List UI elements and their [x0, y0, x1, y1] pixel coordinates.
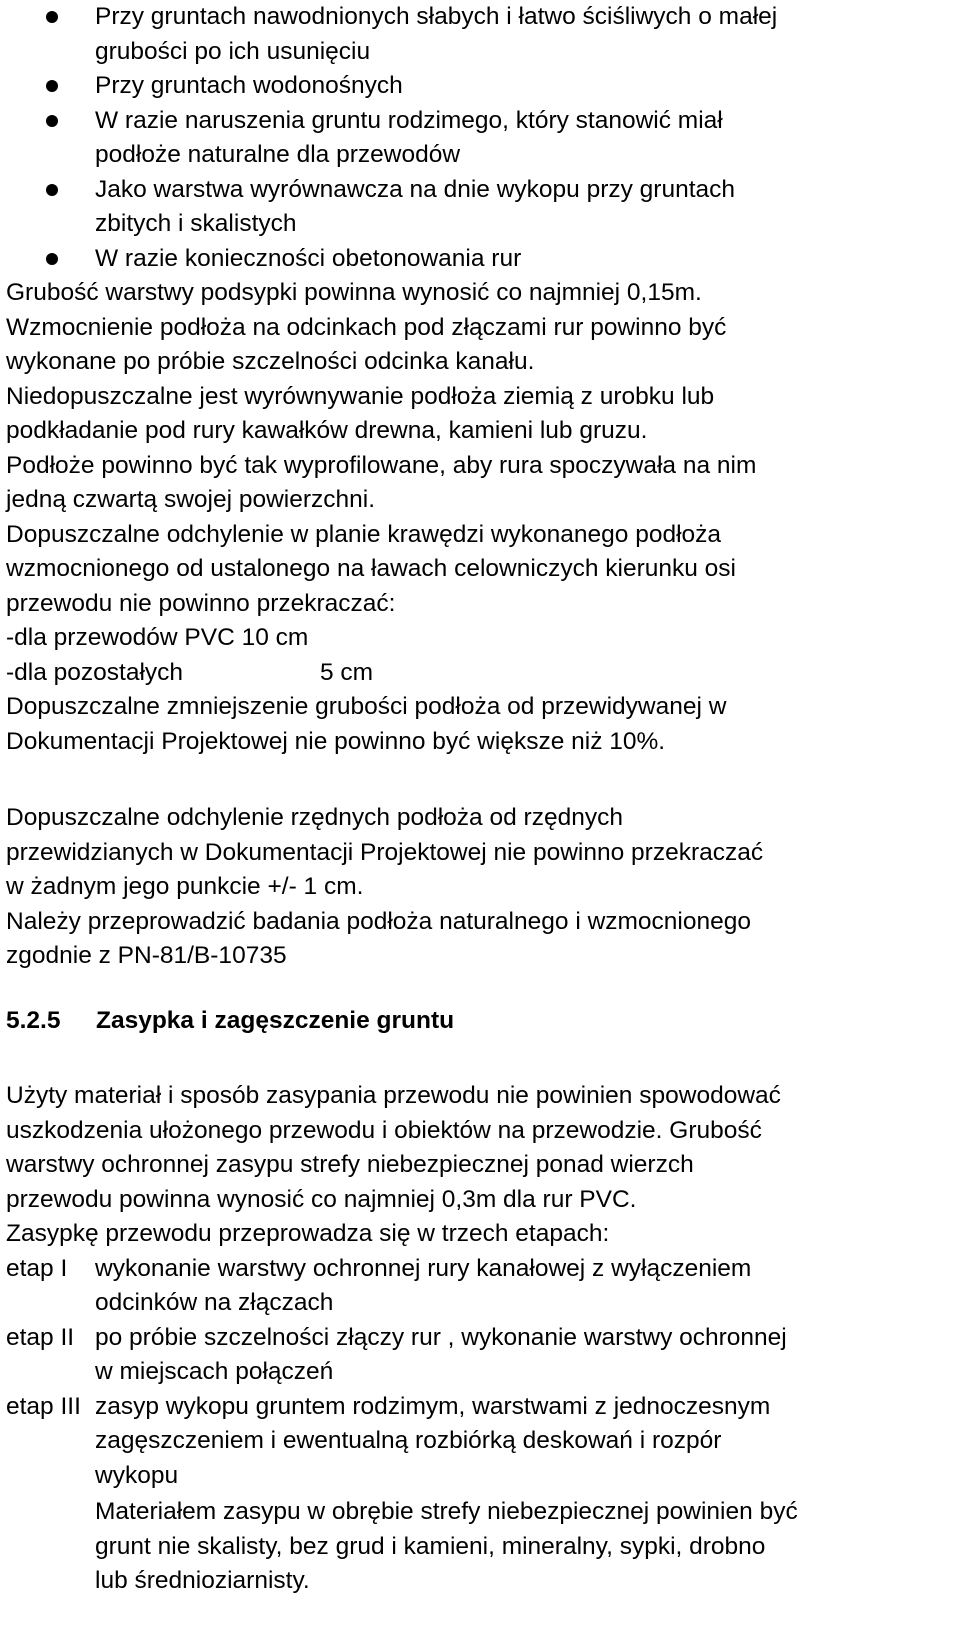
paragraph-zasypka [6, 1079, 956, 1493]
text-line: przewodu nie powinno przekraczać: [6, 589, 396, 617]
etap-line: odcinków na złączach [95, 1289, 334, 1316]
bullet-line: podłoże naturalne dla przewodów [95, 141, 461, 168]
etap-label: etap II [6, 1323, 75, 1351]
bullet-item [0, 0, 945, 69]
dash-row-value: 5 cm [320, 658, 374, 686]
etap-item [6, 1321, 956, 1390]
etap-label: etap III [6, 1392, 81, 1420]
text-line: -dla przewodów PVC 10 cm [6, 624, 309, 651]
text-line: przewidzianych w Dokumentacji Projektowej nie powinno przekraczać [6, 838, 764, 866]
bullet-item [0, 104, 945, 173]
etap-line: wykonanie warstwy ochronnej rury kanałowej z wyłączeniem [95, 1254, 752, 1282]
bullet-icon [46, 184, 58, 196]
text-line: Grubość warstwy podsypki powinna wynosić co najmniej 0,15m. [6, 279, 702, 306]
bullet-icon [46, 253, 58, 265]
text-line: Dopuszczalne odchylenie rzędnych podłoża od rzędnych [6, 804, 623, 831]
bullet-line: W razie konieczności obetonowania rur [95, 244, 522, 272]
text-line: Niedopuszczalne jest wyrównywanie podłoża ziemią z urobku lub [6, 382, 715, 410]
bullet-line: grubości po ich usunięciu [95, 37, 371, 65]
bullet-icon [46, 11, 58, 23]
section-title: Zasypka i zagęszczenie gruntu [96, 1007, 455, 1034]
bullet-line: W razie naruszenia gruntu rodzimego, który stanowić miał [95, 106, 723, 134]
text-line: Wzmocnienie podłoża na odcinkach pod złączami rur powinno być [6, 313, 727, 341]
bullet-item [0, 242, 945, 277]
bullet-line: Przy gruntach nawodnionych słabych i łatwo ściśliwych o małej [95, 3, 778, 30]
text-line: grunt nie skalisty, bez grud i kamieni, mineralny, sypki, drobno [95, 1532, 766, 1560]
bullet-icon [46, 115, 58, 127]
bullet-item [0, 69, 945, 104]
text-line: jedną czwartą swojej powierzchni. [6, 486, 376, 513]
dash-row-label: -dla pozostałych [6, 658, 184, 686]
text-line: warstwy ochronnej zasypu strefy niebezpiecznej ponad wierzch [6, 1151, 694, 1178]
text-line: Dopuszczalne odchylenie w planie krawędzi wykonanego podłoża [6, 520, 722, 548]
text-line: przewodu powinna wynosić co najmniej 0,3m dla rur PVC. [6, 1185, 637, 1213]
etap-line: wykopu [95, 1461, 179, 1489]
paragraph-podsypka [6, 276, 956, 759]
text-line: zgodnie z PN-81/B-10735 [6, 942, 287, 969]
bullet-line: Przy gruntach wodonośnych [95, 72, 403, 99]
text-line: wykonane po próbie szczelności odcinka kanału. [6, 348, 535, 375]
etap-line: po próbie szczelności złączy rur , wykonanie warstwy ochronnej [95, 1323, 787, 1351]
bullet-icon [46, 80, 58, 92]
text-line: Należy przeprowadzić badania podłoża naturalnego i wzmocnionego [6, 907, 751, 935]
etap-item [6, 1252, 956, 1321]
paragraph-rzedne [6, 801, 956, 974]
text-line: podkładanie pod rury kawałków drewna, kamieni lub gruzu. [6, 417, 648, 444]
section-heading [6, 1004, 454, 1038]
text-line: Materiałem zasypu w obrębie strefy niebezpiecznej powinien być [95, 1498, 798, 1525]
text-line: lub średnioziarnisty. [95, 1567, 310, 1594]
section-number: 5.2.5 [6, 1007, 61, 1034]
text-line: Użyty materiał i sposób zasypania przewodu nie powinien spowodować [6, 1082, 781, 1109]
etap-line: zasyp wykopu gruntem rodzimym, warstwami z jednoczesnym [95, 1392, 771, 1420]
etap-line: w miejscach połączeń [95, 1358, 334, 1385]
paragraph-material [95, 1495, 955, 1599]
bullet-line: Jako warstwa wyrównawcza na dnie wykopu przy gruntach [95, 175, 736, 203]
etap-line: zagęszczeniem i ewentualną rozbiórką deskowań i rozpór [95, 1427, 722, 1454]
text-line: Podłoże powinno być tak wyprofilowane, aby rura spoczywała na nim [6, 451, 757, 479]
bullet-item [0, 173, 945, 242]
bullet-list [0, 0, 960, 276]
text-line: uszkodzenia ułożonego przewodu i obiektów na przewodzie. Grubość [6, 1116, 762, 1144]
dash-row [6, 656, 956, 691]
bullet-line: zbitych i skalistych [95, 210, 297, 237]
etap-label: etap I [6, 1254, 68, 1282]
text-line: Dokumentacji Projektowej nie powinno być większe niż 10%. [6, 727, 666, 755]
text-line: wzmocnionego od ustalonego na ławach celowniczych kierunku osi [6, 555, 736, 582]
etap-item [6, 1390, 956, 1494]
text-line: Dopuszczalne zmniejszenie grubości podłoża od przewidywanej w [6, 693, 727, 720]
text-line: w żadnym jego punkcie +/- 1 cm. [6, 873, 364, 900]
text-line: Zasypkę przewodu przeprowadza się w trzech etapach: [6, 1220, 610, 1247]
